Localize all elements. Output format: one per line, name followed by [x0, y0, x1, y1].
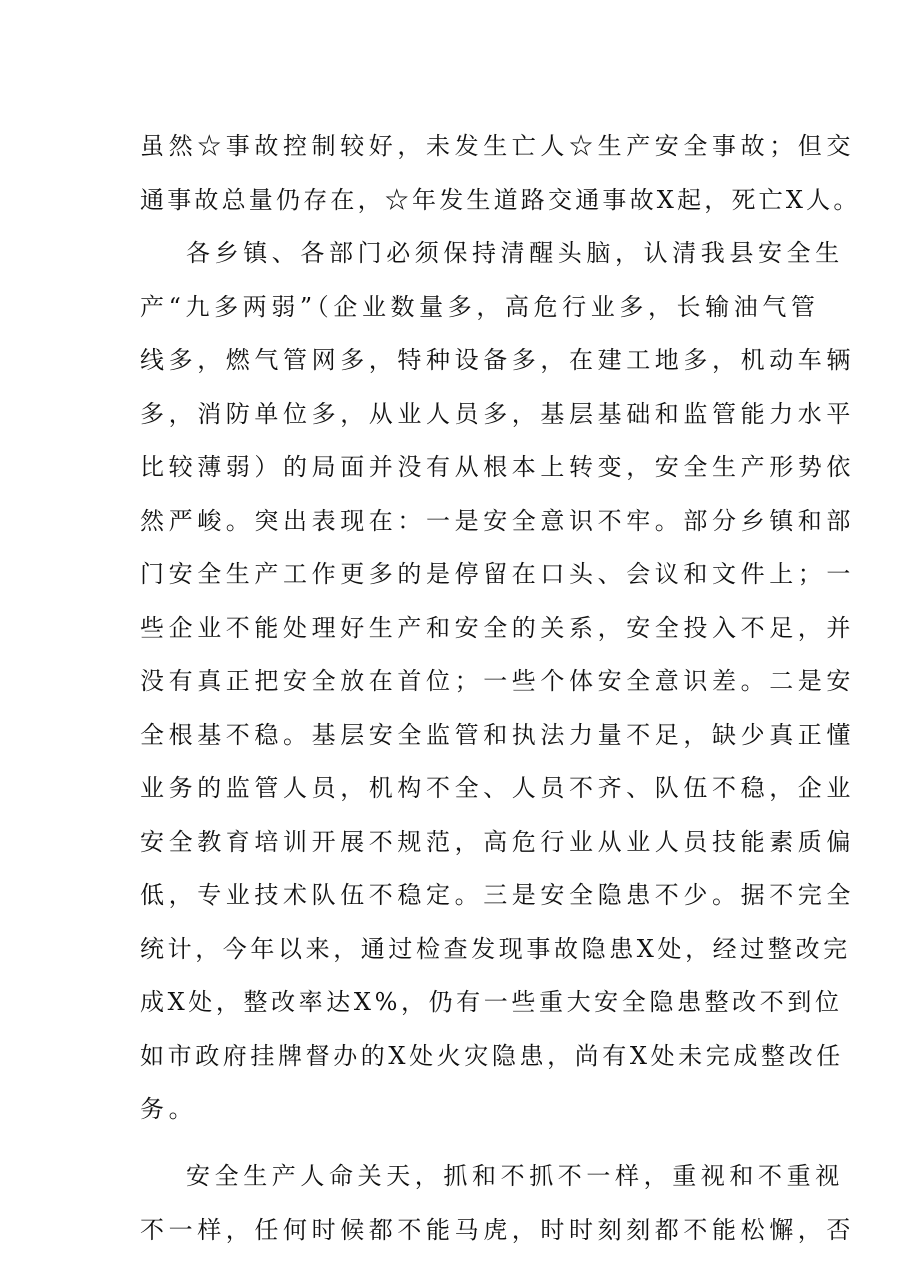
text-line: 业务的监管人员，机构不全、人员不齐、队伍不稳，企业	[140, 774, 855, 802]
text-line: 统计，今年以来，通过检查发现事故隐患X处，经过整改完	[140, 934, 851, 963]
text-line: 然严峻。突出表现在：一是安全意识不牢。部分乡镇和部	[140, 506, 855, 535]
text-line: 通事故总量仍存在，☆年发生道路交通事故X起，死亡X人。	[140, 185, 861, 214]
paragraph-first-line: 各乡镇、各部门必须保持清醒头脑，认清我县安全生	[186, 239, 844, 267]
paragraph-first-line: 安全生产人命关天，抓和不抓不一样，重视和不重视	[186, 1162, 844, 1190]
document-body	[140, 124, 861, 1261]
text-line: 多，消防单位多，从业人员多，基层基础和监管能力水平	[140, 399, 855, 428]
text-line: 没有真正把安全放在首位；一些个体安全意识差。二是安	[140, 667, 855, 695]
text-line: 比较薄弱）的局面并没有从根本上转变，安全生产形势依	[140, 453, 855, 481]
text-line: 些企业不能处理好生产和安全的关系，安全投入不足，并	[140, 613, 855, 642]
text-line: 门安全生产工作更多的是停留在口头、会议和文件上；一	[140, 560, 855, 588]
text-line: 安全教育培训开展不规范，高危行业从业人员技能素质偏	[140, 827, 855, 856]
text-line: 线多，燃气管网多，特种设备多，在建工地多，机动车辆	[140, 346, 855, 374]
text-line: 如市政府挂牌督办的X处火灾隐患，尚有X处未完成整改任	[140, 1041, 844, 1070]
text-line: 产“九多两弱”（企业数量多，高危行业多，长输油气管	[140, 292, 820, 321]
text-line: 虽然☆事故控制较好，未发生亡人☆生产安全事故；但交	[140, 132, 855, 160]
text-line: 低，专业技术队伍不稳定。三是安全隐患不少。据不完全	[140, 881, 855, 909]
text-line: 务。	[140, 1095, 198, 1123]
text-line: 不一样，任何时候都不能马虎，时时刻刻都不能松懈，否	[140, 1215, 855, 1244]
text-line: 成X处，整改率达X%，仍有一些重大安全隐患整改不到位	[140, 988, 843, 1016]
text-line: 全根基不稳。基层安全监管和执法力量不足，缺少真正懂	[140, 720, 855, 749]
